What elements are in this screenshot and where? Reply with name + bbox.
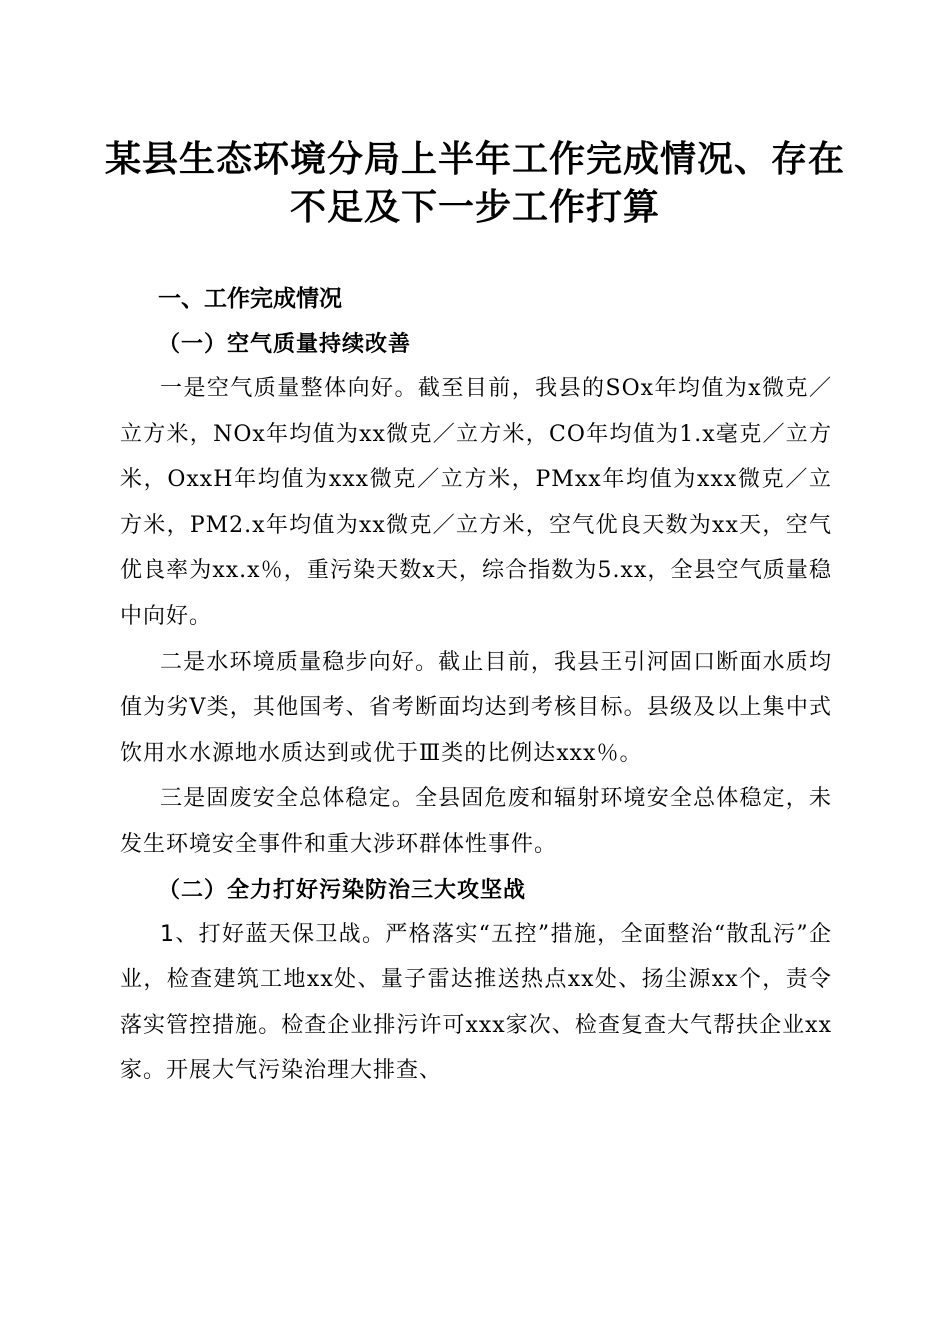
document-body — [120, 278, 832, 1094]
title-line-1: 某县生态环境分局上半年工作完成情况、存在 — [104, 139, 845, 180]
document-title — [100, 136, 850, 232]
paragraph-lead: 1、打好蓝天保卫战。 — [160, 921, 386, 947]
paragraph-lead: 二是水环境质量稳步向好。 — [160, 649, 439, 675]
paragraph-air-quality — [120, 366, 832, 640]
paragraph-text: 截止目前，我县王引河固口断面水质均值为劣Ⅴ类，其他国考、省考断面均达到考核目标。县级及以上集中式饮用水水源地水质达到或优于Ⅲ类的比例达xxx％。 — [120, 649, 832, 766]
paragraph-lead: 一是空气质量整体向好。 — [160, 376, 418, 401]
paragraph-water-quality — [120, 640, 832, 777]
title-line-2: 不足及下一步工作打算 — [289, 187, 660, 228]
paragraph-text: 全县固危废和辐射环境安全总体稳定，未发生环境安全事件和重大涉环群体性事件。 — [120, 786, 832, 857]
subsection-heading-pollution-battles: （二）全力打好污染防治三大攻坚战 — [158, 876, 527, 903]
paragraph-text: 截至目前，我县的SOx年均值为x微克／立方米，NOx年均值为xx微克／立方米，CO年均值为1.x毫克／立方米，OxxH年均值为xxx微克／立方米，PMxx年均值为xxx微克／立方米，PM2.x年均值为xx微克／立方米，空气优良天数为xx天，空气优良率为xx.x％，重污染天数x天，综合指数为5.xx，全县空气质量稳中向好。 — [120, 376, 832, 629]
paragraph-solid-waste — [120, 776, 832, 867]
paragraph-blue-sky — [120, 912, 832, 1094]
section-heading-work-completion: 一、工作完成情况 — [158, 286, 342, 312]
subsection-heading-air-quality: （一）空气质量持续改善 — [158, 331, 412, 357]
paragraph-text: 严格落实“五控”措施，全面整治“散乱污”企业，检查建筑工地xx处、量子雷达推送热点xx处、扬尘源xx个，责令落实管控措施。检查企业排污许可xxx家次、检查复查大气帮扶企业xx家。开展大气污染治理大排查、 — [120, 921, 833, 1084]
paragraph-lead: 三是固废安全总体稳定。 — [160, 786, 415, 812]
